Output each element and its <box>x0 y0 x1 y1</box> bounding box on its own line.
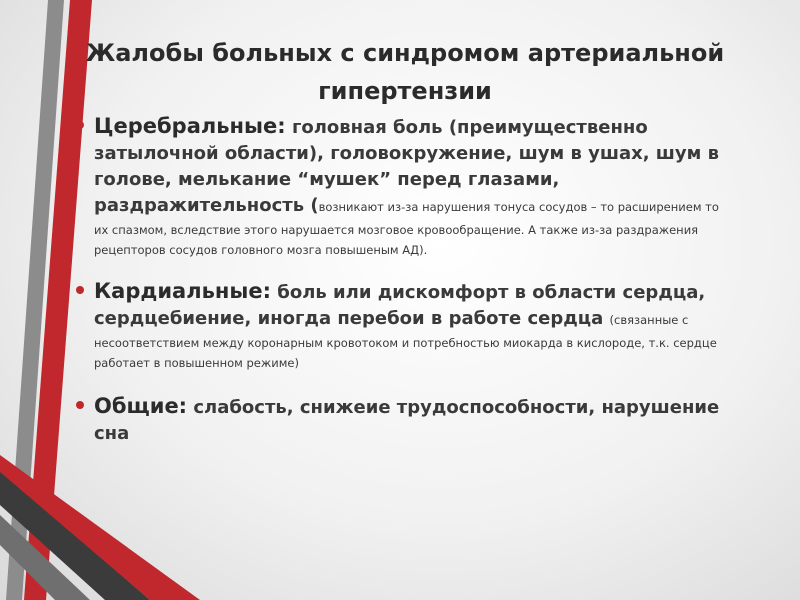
bullet-cardiac <box>72 279 732 372</box>
title-line-2: гипертензии <box>318 77 492 105</box>
bullet-general <box>72 394 732 447</box>
slide-title <box>70 34 740 110</box>
bullet-main-text: боль или дискомфорт в области сердца, сердцебиение, иногда перебои в работе сердца <box>94 282 706 329</box>
bullet-list <box>72 114 732 447</box>
bullet-note: (связанные с несоответствием между коронарным кровотоком и потребностью миокарда в кислороде, т.к. сердце работает в повышенном режиме) <box>94 313 717 370</box>
bullet-lead: Церебральные: <box>94 114 286 138</box>
bullet-dot-icon <box>76 401 84 409</box>
bullet-dot-icon <box>76 121 84 129</box>
bullet-main-text: головная боль (преимущественно затылочной области), головокружение, шум в ушах, шум в голове, мелькание “мушек” перед глазами, раздражительность ( <box>94 117 720 216</box>
bullet-dot-icon <box>76 286 84 294</box>
bullet-cerebral <box>72 114 732 259</box>
bullet-lead: Кардиальные: <box>94 279 272 303</box>
title-line-1: Жалобы больных с синдромом артериальной <box>85 39 725 67</box>
bullet-lead: Общие: <box>94 394 188 418</box>
bullet-note: возникают из-за нарушения тонуса сосудов – то расширением то их спазмом, вследствие этого нарушается мозговое кровообращение. А также из-за раздражения рецепторов сосудов головного мозга повышеным АД). <box>94 200 719 257</box>
bullet-main-text: слабость, снижеие трудоспособности, нарушение сна <box>94 397 720 444</box>
